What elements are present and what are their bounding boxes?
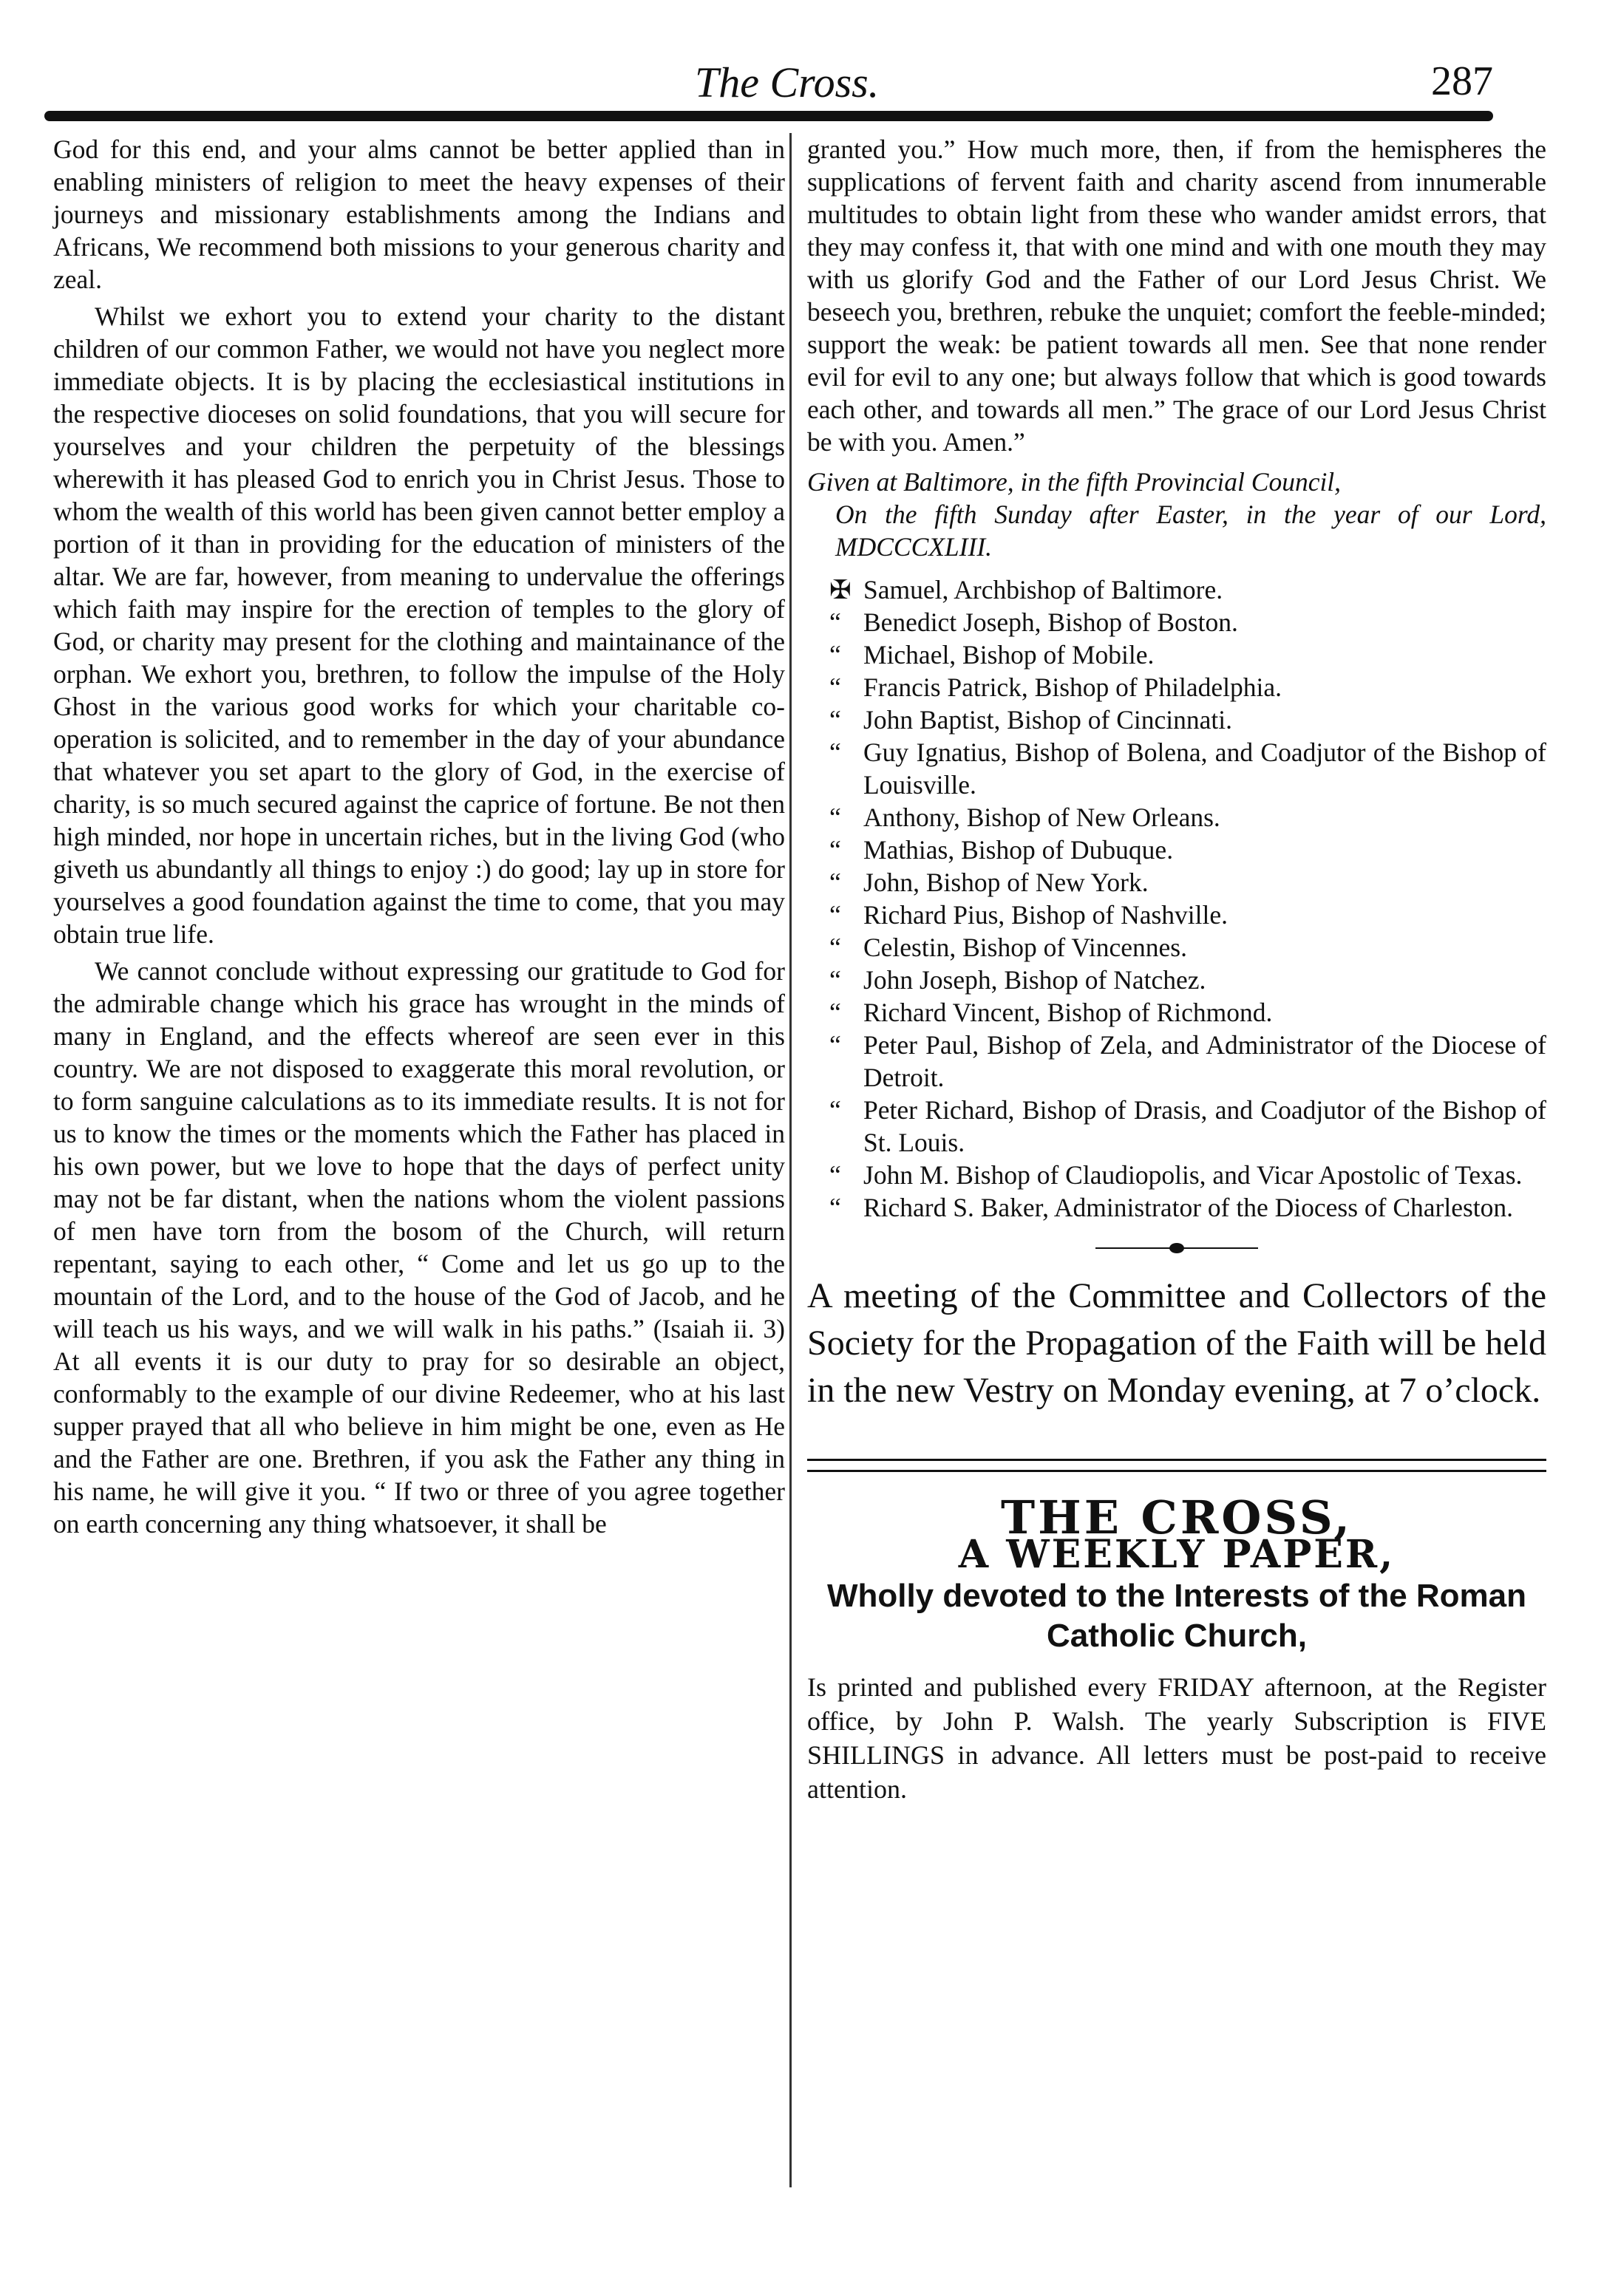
page-number: 287 xyxy=(1431,58,1493,104)
signatory: Richard Vincent, Bishop of Richmond. xyxy=(863,998,1273,1027)
ditto-mark: “ xyxy=(829,868,841,897)
signatory: Benedict Joseph, Bishop of Boston. xyxy=(863,607,1238,637)
given-at-line xyxy=(807,466,1546,563)
signatory: Michael, Bishop of Mobile. xyxy=(863,640,1155,670)
advert-church-line: Catholic Church, xyxy=(1046,1618,1308,1654)
list-item xyxy=(807,606,1546,638)
signatory: Guy Ignatius, Bishop of Bolena, and Coadjutor of the Bishop of Louisville. xyxy=(863,737,1546,800)
meeting-notice: A meeting of the Committee and Collectors of the Society for the Propagation of the Faith will be held in the new Vestry on Monday evening, at 7 o’clock. xyxy=(807,1276,1546,1410)
signatory: John Baptist, Bishop of Cincinnati. xyxy=(863,705,1232,735)
list-item xyxy=(807,834,1546,866)
ditto-mark: “ xyxy=(829,1160,841,1190)
paragraph: Whilst we exhort you to extend your charity to the distant children of our common Father, we would not have you neglect more immediate objects. It is by placing the ecclesiastical institutions in the respective dioceses on solid foundations, that you will secure for yourselves and your children the perpetuity of the blessings wherewith it has pleased God to enrich you in Christ Jesus. Those to whom the wealth of this world has been given cannot better employ a portion of it than in providing for the education of ministers of the altar. We are far, however, from meaning to undervalue the offerings which faith may inspire for the erection of temples to the glory of God, or charity may present for the clothing and maintainance of the orphan. We exhort you, brethren, to follow the impulse of the Holy Ghost in the various good works for which your charitable co-operation is solicited, and to remember in the day of your abundance that whatever you set apart to the glory of God, in the exercise of charity, is so much secured against the caprice of fortune. Be not then high minded, nor hope in uncertain riches, but in the living God (who giveth us abundantly all things to enjoy :) do good; lay up in store for yourselves a good foundation against the time to come, that you may obtain true life. xyxy=(53,302,785,949)
signatory: Samuel, Archbishop of Baltimore. xyxy=(863,575,1223,604)
running-head xyxy=(44,58,1493,109)
ditto-mark: “ xyxy=(829,998,841,1027)
list-item xyxy=(807,573,1546,606)
cross-icon: ✠ xyxy=(829,575,852,604)
left-column xyxy=(53,133,785,1544)
list-item xyxy=(807,1191,1546,1224)
advert-devoted-line: Wholly devoted to the Interests of the Roman xyxy=(826,1578,1527,1614)
ditto-mark: “ xyxy=(829,900,841,930)
list-item xyxy=(807,1094,1546,1159)
signatories-list xyxy=(807,573,1546,1224)
ditto-mark: “ xyxy=(829,1095,841,1125)
ornamental-divider xyxy=(1095,1246,1258,1250)
list-item xyxy=(807,964,1546,996)
column-divider xyxy=(789,133,792,2187)
list-item xyxy=(807,899,1546,931)
paragraph: We cannot conclude without expressing our gratitude to God for the admirable change which his grace has wrought in the minds of many in England, and the effects whereof are seen ever in this country. We are not disposed to exaggerate this moral revolution, or to form sanguine calculations as to its immediate results. It is not for us to know the times or the moments which the Father has placed in his own power, but we love to hope that the days of perfect unity may not be far distant, when the nations whom the violent passions of men have torn from the bosom of the Church, will return repentant, saying to each other, “ Come and let us go up to the mountain of the Lord, and to the house of the God of Jacob, and he will teach us his ways, and we will walk in his paths.” (Isaiah ii. 3) At all events it is our duty to pray for so desirable an object, conformably to the example of our divine Redeemer, who at his last supper prayed that all who believe in him might be one, even as He and the Father are one. Brethren, if you ask the Father any thing in his name, he will give it you. “ If two or three of you agree together on earth concerning any thing whatsoever, it shall be xyxy=(53,956,785,1539)
list-item xyxy=(807,1029,1546,1094)
ditto-mark: “ xyxy=(829,737,841,767)
advert-body: Is printed and published every FRIDAY afternoon, at the Register office, by John P. Walsh. The yearly Subscription is FIVE SHILLINGS in advance. All letters must be post-paid to receive attention. xyxy=(807,1672,1546,1804)
ditto-mark: “ xyxy=(829,607,841,637)
signatory: John Joseph, Bishop of Natchez. xyxy=(863,965,1206,995)
double-rule-divider xyxy=(807,1459,1546,1472)
list-item xyxy=(807,996,1546,1029)
ditto-mark: “ xyxy=(829,1193,841,1222)
ditto-mark: “ xyxy=(829,1030,841,1060)
ditto-mark: “ xyxy=(829,672,841,702)
advert-title: THE CROSS, xyxy=(1001,1491,1353,1544)
ditto-mark: “ xyxy=(829,705,841,735)
list-item xyxy=(807,801,1546,834)
ditto-mark: “ xyxy=(829,803,841,832)
signatory: Peter Paul, Bishop of Zela, and Administrator of the Diocese of Detroit. xyxy=(863,1030,1546,1092)
paragraph: granted you.” How much more, then, if from the hemispheres the supplications of fervent faith and charity ascend from innumerable multitudes to obtain light from these who wander amidst errors, that they may confess it, that with one mind and with one mouth they may with us glorify God and the Father of our Lord Jesus Christ. We beseech you, brethren, rebuke the unquiet; comfort the feeble-minded; support the weak: be patient towards all men. See that none render evil for evil to any one; but always follow that which is good towards each other, and towards all men.” The grace of our Lord Jesus Christ be with you. Amen.” xyxy=(807,134,1546,457)
signatory: John, Bishop of New York. xyxy=(863,868,1149,897)
paragraph: God for this end, and your alms cannot be better applied than in enabling ministers of religion to meet the heavy expenses of their journeys and missionary establishments among the Indians and Africans, We recommend both missions to your generous charity and zeal. xyxy=(53,134,785,294)
list-item xyxy=(807,1159,1546,1191)
header-rule xyxy=(44,111,1493,121)
list-item xyxy=(807,931,1546,964)
list-item xyxy=(807,704,1546,736)
signatory: Peter Richard, Bishop of Drasis, and Coadjutor of the Bishop of St. Louis. xyxy=(863,1095,1546,1157)
list-item xyxy=(807,866,1546,899)
page-title: The Cross. xyxy=(695,58,880,106)
ditto-mark: “ xyxy=(829,640,841,670)
signatory: John M. Bishop of Claudiopolis, and Vicar Apostolic of Texas. xyxy=(863,1160,1523,1190)
signatory: Richard S. Baker, Administrator of the Diocess of Charleston. xyxy=(863,1193,1514,1222)
signatory: Mathias, Bishop of Dubuque. xyxy=(863,835,1174,865)
advert-subtitle: A WEEKLY PAPER, xyxy=(958,1532,1396,1577)
signatory: Celestin, Bishop of Vincennes. xyxy=(863,933,1187,962)
signatory: Anthony, Bishop of New Orleans. xyxy=(863,803,1220,832)
signatory: Francis Patrick, Bishop of Philadelphia. xyxy=(863,672,1282,702)
given-line-2: On the fifth Sunday after Easter, in the year of our Lord, MDCCCXLIII. xyxy=(835,500,1546,562)
list-item xyxy=(807,638,1546,671)
ditto-mark: “ xyxy=(829,965,841,995)
given-line-1: Given at Baltimore, in the fifth Provincial Council, xyxy=(807,467,1342,497)
ditto-mark: “ xyxy=(829,835,841,865)
list-item xyxy=(807,671,1546,704)
ditto-mark: “ xyxy=(829,933,841,962)
signatory: Richard Pius, Bishop of Nashville. xyxy=(863,900,1229,930)
list-item xyxy=(807,736,1546,801)
right-column xyxy=(807,133,1546,1810)
